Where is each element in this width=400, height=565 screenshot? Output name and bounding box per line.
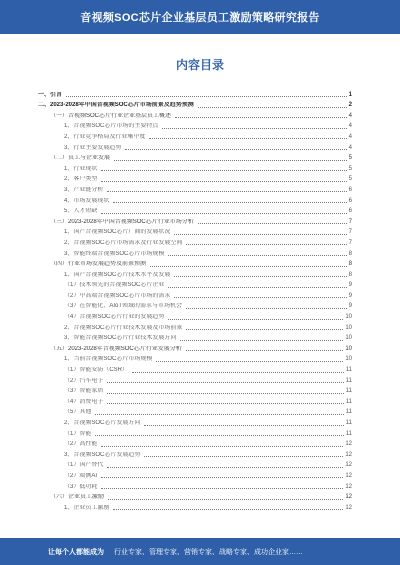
toc-entry-page: 6 [348, 186, 352, 193]
toc-leader-dots [186, 350, 344, 351]
toc-entry-label: （三）2023-2028年中国音视频SOC芯片行业市场分析 [50, 218, 194, 225]
toc-entry[interactable] [38, 194, 352, 205]
toc-entry-label: （2）高性能 [64, 441, 98, 448]
toc-entry-label: （1）智能 [64, 430, 92, 437]
toc-leader-dots [107, 382, 343, 383]
toc-entry[interactable] [38, 491, 352, 502]
toc-entry-label: （四）行业市场发展趋势及前景预测 [50, 261, 147, 268]
toc-entry-page: 11 [345, 420, 352, 426]
toc-leader-dots [198, 107, 347, 108]
toc-entry[interactable] [38, 300, 352, 311]
toc-leader-dots [174, 297, 346, 298]
toc-leader-dots [113, 202, 346, 203]
toc-entry-label: （4）音视频SOC芯片行业的发展趋势 [64, 314, 165, 321]
toc-entry-label: 3、智能音视频SOC芯片行业技术发展方向 [64, 335, 177, 342]
toc-leader-dots [101, 170, 346, 171]
toc-entry-label: 2、客户类型 [64, 176, 98, 183]
toc-leader-dots [150, 266, 347, 267]
toc-entry[interactable] [38, 162, 352, 173]
toc-leader-dots [156, 361, 343, 362]
toc-leader-dots [180, 340, 343, 341]
toc-entry-page: 2 [348, 102, 352, 109]
toc-entry-page: 11 [345, 377, 352, 384]
toc-entry-label: （六）企业员工激励 [50, 494, 105, 501]
toc-leader-dots [198, 223, 347, 224]
footer-lead: 让每个人都能成为 [48, 548, 104, 556]
toc-entry-label: 1、国产音视频SOC芯片技术水平及发展 [64, 271, 171, 278]
table-of-contents [38, 88, 352, 512]
toc-entry[interactable] [38, 448, 352, 459]
toc-entry-page: 12 [345, 441, 352, 448]
toc-entry-page: 9 [348, 303, 352, 310]
toc-entry[interactable] [38, 215, 352, 226]
toc-entry-page: 5 [348, 176, 352, 183]
toc-entry-page: 10 [345, 335, 352, 342]
toc-entry[interactable] [38, 374, 352, 385]
toc-entry-page: 6 [348, 208, 352, 215]
toc-entry-label: （一）音视频SOC芯片行业企业基层员工概述 [50, 112, 172, 119]
toc-entry-page: 8 [348, 271, 352, 278]
toc-entry[interactable] [38, 438, 352, 449]
toc-entry-page: 11 [345, 398, 352, 405]
toc-entry-page: 5 [348, 165, 352, 172]
toc-leader-dots [168, 319, 343, 320]
toc-entry-label: 1、行业现状 [64, 165, 98, 172]
toc-entry[interactable] [38, 88, 352, 99]
toc-leader-dots [107, 191, 346, 192]
toc-entry-label: 2、行业竞争格局及行业集中度 [64, 133, 146, 140]
toc-entry[interactable] [38, 469, 352, 480]
toc-leader-dots [95, 414, 343, 415]
toc-entry-label: 3、行业主要发展趋势 [64, 144, 122, 151]
toc-entry-page: 12 [345, 462, 352, 469]
toc-entry[interactable] [38, 332, 352, 343]
toc-entry-label: 1、音视频SOC芯片市场的主要特点 [64, 123, 159, 130]
toc-entry-label: （1）智能安防（CSR） [64, 367, 129, 374]
toc-entry[interactable] [38, 247, 352, 258]
toc-leader-dots [186, 308, 347, 309]
toc-entry[interactable] [38, 279, 352, 290]
toc-entry-label: （1）技术领先的音视频SOC芯片企业 [64, 282, 165, 289]
toc-entry[interactable] [38, 226, 352, 237]
toc-entry-label: （五）2023-2028年音视频SOC芯片行业发展分析 [50, 345, 182, 352]
toc-leader-dots [101, 213, 346, 214]
toc-entry-page: 9 [348, 282, 352, 289]
toc-entry-page: 10 [345, 356, 352, 363]
toc-leader-dots [107, 403, 343, 404]
toc-entry-label: 3、智能终端音视频SOC芯片市场规模 [64, 250, 165, 257]
toc-entry-page: 12 [345, 451, 352, 458]
toc-entry-label: （4）消费电子 [64, 398, 104, 405]
toc-entry[interactable] [38, 173, 352, 184]
toc-entry-page: 11 [345, 409, 352, 416]
toc-entry[interactable] [38, 427, 352, 438]
toc-entry[interactable] [38, 310, 352, 321]
toc-entry-page: 10 [345, 324, 352, 331]
toc-entry-page: 12 [345, 504, 352, 511]
toc-leader-dots [101, 488, 343, 489]
toc-entry[interactable] [38, 236, 352, 247]
toc-leader-dots [174, 234, 346, 235]
toc-leader-dots [101, 446, 343, 447]
toc-entry-label: （5）其他 [64, 409, 92, 416]
toc-entry[interactable] [38, 385, 352, 396]
toc-entry-page: 8 [348, 250, 352, 257]
toc-leader-dots [107, 467, 343, 468]
toc-entry-page: 11 [345, 430, 352, 437]
toc-leader-dots [95, 435, 343, 436]
toc-entry[interactable] [38, 152, 352, 163]
toc-entry-label: 5、人才短缺 [64, 208, 98, 215]
toc-entry-page: 8 [348, 261, 352, 268]
toc-entry[interactable] [38, 205, 352, 216]
toc-entry-label: （3）智能家居 [64, 388, 104, 395]
toc-entry[interactable] [38, 406, 352, 417]
toc-leader-dots [101, 477, 343, 478]
toc-entry[interactable] [38, 130, 352, 141]
toc-leader-dots [186, 329, 343, 330]
toc-leader-dots [144, 456, 343, 457]
toc-entry[interactable] [38, 353, 352, 364]
toc-entry-label: （1）国产替代 [64, 462, 104, 469]
toc-entry[interactable] [38, 395, 352, 406]
toc-entry-label: 3、音视频SOC芯片发展趋势 [64, 451, 141, 458]
toc-entry-label: 一、引言 [38, 91, 63, 98]
toc-entry-label: 1、当前音视频SOC芯片市场规模 [64, 356, 153, 363]
toc-entry-page: 7 [348, 218, 352, 225]
toc-leader-dots [113, 509, 343, 510]
toc-entry-page: 12 [345, 494, 352, 501]
toc-leader-dots [108, 499, 343, 500]
toc-entry-page: 1 [348, 91, 352, 98]
toc-entry-label: 2、音视频SOC芯片发展方向 [64, 420, 141, 426]
toc-entry-label: （2）中高端音视频SOC芯片市场的需求 [64, 292, 171, 299]
toc-entry[interactable] [38, 258, 352, 269]
toc-entry-page: 4 [348, 133, 352, 140]
toc-entry-page: 4 [348, 112, 352, 119]
toc-leader-dots [114, 160, 347, 161]
toc-entry[interactable] [38, 459, 352, 470]
toc-entry[interactable] [38, 416, 352, 427]
toc-leader-dots [125, 149, 346, 150]
toc-entry-page: 10 [345, 314, 352, 321]
toc-leader-dots [168, 287, 346, 288]
toc-leader-dots [107, 393, 343, 394]
toc-leader-dots [174, 276, 346, 277]
footer-banner [0, 538, 400, 565]
report-header [0, 0, 400, 34]
toc-entry-page: 10 [345, 345, 352, 352]
toc-entry[interactable] [38, 321, 352, 332]
toc-entry-page: 6 [348, 197, 352, 204]
toc-leader-dots [168, 255, 346, 256]
toc-entry-label: 1、企业员工激励 [64, 504, 110, 511]
toc-entry-page: 11 [345, 367, 352, 374]
toc-entry-label: 2、音视频SOC芯片行业技术发展及市场前景 [64, 324, 183, 331]
toc-entry-page: 9 [348, 292, 352, 299]
toc-entry-page: 7 [348, 239, 352, 246]
footer-tail: 行业专家、管理专家、营销专家、战略专家、成功企业家…… [114, 548, 303, 556]
toc-entry[interactable] [38, 501, 352, 512]
toc-entry-label: （2）端侧AI [64, 472, 98, 479]
toc-entry-label: （3）低功耗 [64, 483, 98, 490]
toc-entry-page: 7 [348, 229, 352, 236]
toc-leader-dots [186, 244, 346, 245]
toc-entry-page: 11 [345, 388, 352, 395]
toc-entry-label: （2）汽车电子 [64, 377, 104, 384]
toc-entry-label: （二）员工与企业发展 [50, 155, 111, 162]
toc-entry-page: 12 [345, 472, 352, 479]
toc-leader-dots [162, 128, 346, 129]
toc-entry-label: （3）在智能化、AIoT领域的需求与市场机会 [64, 303, 183, 310]
toc-entry[interactable] [38, 268, 352, 279]
toc-leader-dots [132, 372, 344, 373]
toc-entry-page: 4 [348, 123, 352, 130]
toc-entry[interactable] [38, 183, 352, 194]
toc-leader-dots [66, 96, 347, 97]
toc-entry[interactable] [38, 120, 352, 131]
toc-entry-label: 二、2023-2028年中国音视频SOC芯片市场前景及趋势预测 [38, 102, 194, 109]
toc-entry-label: 3、产业链分析 [64, 186, 104, 193]
toc-leader-dots [144, 425, 343, 426]
toc-entry[interactable] [38, 363, 352, 374]
toc-leader-dots [175, 117, 347, 118]
toc-entry-page: 12 [345, 483, 352, 490]
toc-entry-page: 4 [348, 144, 352, 151]
toc-leader-dots [149, 138, 346, 139]
toc-entry[interactable] [38, 342, 352, 353]
toc-heading: 内容目录 [175, 58, 224, 72]
toc-entry-label: 2、音视频SOC芯片市场需求及行业发展空间 [64, 239, 183, 246]
toc-entry[interactable] [38, 109, 352, 120]
toc-entry-label: 4、市场发展现状 [64, 197, 110, 204]
report-title: 音视频SOC芯片企业基层员工激励策略研究报告 [80, 12, 320, 24]
toc-entry[interactable] [38, 289, 352, 300]
toc-entry-page: 5 [348, 155, 352, 162]
toc-entry[interactable] [38, 99, 352, 110]
toc-leader-dots [101, 181, 346, 182]
toc-entry-label: 1、国产音视频SOC芯片厂商的发展状况 [64, 229, 171, 236]
toc-entry[interactable] [38, 141, 352, 152]
toc-entry[interactable] [38, 480, 352, 491]
